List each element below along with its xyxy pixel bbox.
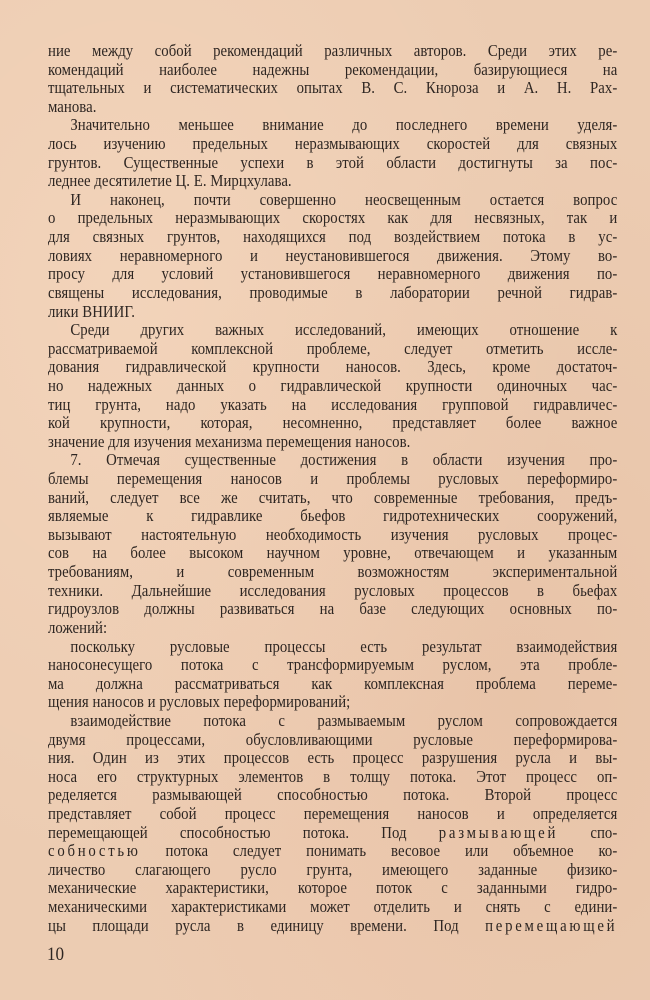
text-line: гидроузлов должны развиваться на базе следующих основных по- — [48, 599, 618, 619]
paragraph — [48, 191, 618, 321]
text-line: рассматриваемой комплексной проблеме, следует отметить иссле- — [48, 338, 618, 358]
emphasized-term: перемещающей — [485, 915, 618, 935]
text-run: потока следует понимать весовое или объемное ко- — [140, 841, 618, 861]
text-line: ловиях неравномерного и неустановившегося движения. Этому во- — [48, 245, 618, 265]
text-line: ределяется размывающей способностью потока. Второй процесс — [48, 785, 618, 805]
text-line: требованиям, и современным возможностям экспериментальной — [48, 562, 618, 582]
emphasized-term: собностью — [48, 841, 141, 861]
text-run: перемещающей способностью потока. Под — [48, 822, 439, 842]
text-line: значение для изучения механизма перемещения наносов. — [48, 431, 411, 451]
text-line: блемы перемещения наносов и проблемы русловых переформиро- — [48, 469, 618, 489]
body-text — [48, 42, 618, 935]
text-line: личество слагающего русло грунта, имеющего заданные физико- — [48, 859, 618, 879]
text-line: двумя процессами, обусловливающими русловые переформирова- — [48, 729, 618, 749]
paragraph — [48, 321, 618, 451]
text-line: носа его структурных элементов в толщу потока. Этот процесс оп- — [48, 766, 618, 786]
text-line: взаимодействие потока с размываемым руслом сопровождается — [70, 710, 618, 730]
text-line: о предельных неразмывающих скоростях как для несвязных, так и — [48, 208, 618, 228]
text-line: ваний, следует все же считать, что современные требования, предъ- — [48, 487, 618, 507]
text-line: представляет собой процесс перемещения наносов и определяется — [48, 803, 618, 823]
text-line — [48, 917, 617, 936]
text-line: наносонесущего потока с трансформируемым руслом, эта пробле- — [48, 655, 618, 675]
text-line: ния. Один из этих процессов есть процесс разрушения русла и вы- — [48, 748, 618, 768]
paragraph — [48, 116, 618, 190]
text-line: механические характеристики, которое поток с заданными гидро- — [48, 878, 618, 898]
text-line: манова. — [48, 96, 97, 116]
text-line: леднее десятилетие Ц. Е. Мирцхулава. — [48, 171, 292, 191]
text-line: лось изучению предельных неразмывающих скоростей для связных — [48, 134, 618, 154]
page-number: 10 — [47, 944, 65, 965]
text-line: сов на более высоком научном уровне, отвечающем и указанным — [48, 543, 618, 563]
text-line: Среди других важных исследований, имеющих отношение к — [70, 320, 618, 340]
text-line: дования гидравлической крупности наносов. Здесь, кроме достаточ- — [48, 357, 618, 377]
text-line: щения наносов и русловых переформирований; — [48, 692, 351, 712]
text-line — [48, 842, 617, 861]
text-line: для связных грунтов, находящихся под воздействием потока в ус- — [48, 227, 618, 247]
text-line: комендаций наиболее надежны рекомендации, базирующиеся на — [48, 59, 618, 79]
text-line: но надежных данных о гидравлической крупности одиночных час- — [48, 375, 618, 395]
emphasized-term: размывающей — [438, 822, 559, 842]
text-line: 7. Отмечая существенные достижения в области изучения про- — [70, 450, 618, 470]
text-line: являемые к гидравлике бьефов гидротехнических сооружений, — [48, 506, 618, 526]
text-line: лики ВНИИГ. — [48, 301, 136, 321]
text-line: ма должна рассматриваться как комплексная проблема переме- — [48, 673, 618, 693]
text-line: техники. Дальнейшие исследования русловых процессов в бьефах — [48, 580, 618, 600]
text-run: спо- — [558, 822, 618, 842]
text-line: ние между собой рекомендаций различных авторов. Среди этих ре- — [48, 41, 618, 60]
text-line: поскольку русловые процессы есть результат взаимодействия — [70, 636, 618, 656]
text-line: вызывают настоятельную необходимость изучения русловых процес- — [48, 524, 618, 544]
text-line: механическими характеристиками может отделить и снять с едини- — [48, 897, 618, 917]
text-line: грунтов. Существенные успехи в этой области достигнуты за пос- — [48, 152, 618, 172]
text-line: ложений: — [48, 617, 108, 637]
paragraph-list-item — [48, 712, 618, 935]
text-line: тщательных и систематических опытах В. С. Кнороза и А. Н. Рах- — [48, 78, 618, 98]
text-line: тиц грунта, надо указать на исследования групповой гидравличес- — [48, 394, 618, 414]
paragraph-list-item — [48, 638, 618, 712]
text-line: Значительно меньшее внимание до последнего времени уделя- — [70, 115, 618, 135]
paragraph — [48, 42, 618, 116]
text-line: кой крупности, которая, несомненно, представляет более важное — [48, 413, 618, 433]
text-line — [48, 824, 617, 843]
text-run: цы площади русла в единицу времени. Под — [48, 915, 486, 935]
text-line: И наконец, почти совершенно неосвещенным остается вопрос — [70, 189, 618, 209]
text-line: священы исследования, проводимые в лаборатории речной гидрав- — [48, 282, 618, 302]
text-line: просу для условий установившегося неравномерного движения по- — [48, 264, 618, 284]
paragraph-section-7 — [48, 451, 618, 637]
